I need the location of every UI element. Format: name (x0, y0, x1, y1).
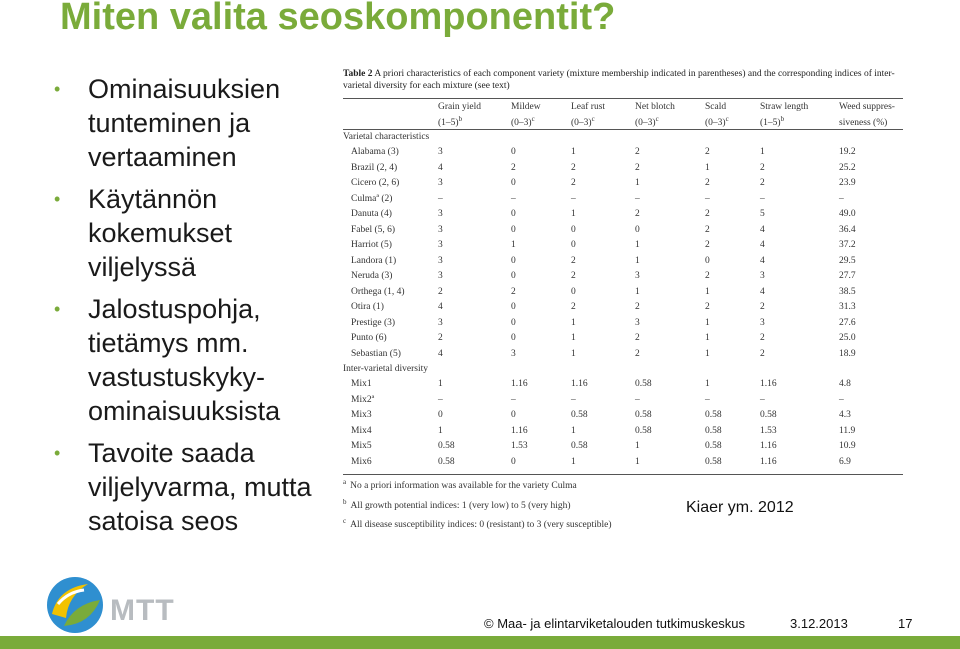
bullet-line: Tavoite saada (88, 438, 255, 468)
table-cell: 37.2 (839, 240, 856, 250)
mtt-logo-icon (44, 574, 106, 636)
table-cell: 0 (511, 271, 516, 281)
bullet-line: vertaaminen (88, 142, 237, 172)
table-cell: – (571, 394, 576, 405)
column-header-scale: (1–5) (760, 118, 781, 129)
table-cell: – (511, 193, 516, 204)
bullet-list (50, 72, 340, 546)
table-cell: 1 (571, 456, 576, 467)
table-cell: 2 (705, 178, 710, 188)
table-cell: 0 (571, 286, 576, 297)
table-row (343, 408, 908, 424)
table-cell: 4 (438, 302, 443, 312)
table-cell: 23.9 (839, 178, 856, 188)
column-header (635, 101, 675, 129)
column-header (760, 101, 808, 129)
footnote-text: All growth potential indices: 1 (very low) to 5 (very high) (350, 500, 571, 511)
table-cell: 27.6 (839, 317, 856, 328)
table-row (343, 145, 908, 161)
column-header-name: Weed suppres- (839, 102, 895, 112)
bullet-line: kokemukset (88, 218, 233, 248)
table-cell: 11.9 (839, 425, 856, 436)
table-cell: 0.58 (571, 441, 588, 451)
table-cell: 2 (705, 240, 710, 250)
table-cell: – (438, 193, 443, 204)
bullet-line: tunteminen ja (88, 108, 251, 138)
table-cell: 3 (511, 348, 516, 359)
row-label: Otira (1) (351, 302, 384, 312)
table-row (343, 223, 908, 239)
table-cell: 2 (571, 255, 576, 266)
bullet-line: ominaisuuksista (88, 396, 281, 426)
column-header-scale: (1–5) (438, 118, 459, 129)
row-label: Fabel (5, 6) (351, 224, 396, 235)
table-cell: 1.16 (571, 379, 588, 389)
bullet-item (50, 182, 340, 284)
table-cell: 19.2 (839, 147, 856, 157)
table-cell: 27.7 (839, 271, 856, 281)
table-footnotes (343, 475, 908, 534)
table-row (343, 269, 908, 285)
footnote-mark: a (343, 478, 347, 486)
table-cell: 2 (760, 333, 765, 343)
table-row (343, 285, 908, 301)
table-cell: 0 (511, 178, 516, 188)
table-cell: – (760, 394, 765, 405)
row-label: Neruda (3) (351, 271, 393, 281)
table-cell: 0 (571, 224, 576, 235)
table-cell: 1 (705, 317, 710, 328)
section-label-varietal: Varietal characteristics (343, 132, 430, 142)
column-header-footnote-mark: b (458, 115, 463, 123)
source-citation: Kiaer ym. 2012 (686, 499, 794, 516)
table-cell: 1 (705, 333, 710, 343)
table-cell: 0 (571, 240, 576, 250)
row-label: Mix4 (351, 425, 372, 436)
column-header-scale: (0–3) (571, 118, 592, 129)
table-row (343, 316, 908, 332)
table-cell: 3 (438, 255, 443, 266)
table-cell: – (839, 394, 844, 405)
column-header-scale: (0–3) (705, 118, 726, 129)
row-label: Mix2ª (351, 394, 375, 405)
row-label: Alabama (3) (351, 147, 399, 157)
data-table-figure (343, 68, 908, 531)
table-cell: 36.4 (839, 224, 856, 235)
footnote-mark: c (343, 517, 347, 526)
column-header-name: Leaf rust (571, 102, 606, 112)
table-cell: 2 (511, 162, 516, 173)
bullet-dot-icon: • (54, 79, 61, 99)
footer-page-number: 17 (898, 616, 913, 631)
table-cell: 0 (511, 147, 516, 157)
column-header-name: Straw length (760, 102, 809, 112)
table-cell: 1.16 (760, 379, 777, 389)
mixture-rows (343, 377, 908, 470)
table-cell: 2 (760, 302, 765, 312)
table-cell: 0 (438, 410, 443, 420)
table-cell: 1 (635, 286, 640, 297)
table-row (343, 347, 908, 363)
table-cell: 49.0 (839, 209, 856, 219)
table-cell: 1 (635, 456, 640, 467)
table-cell: 4.3 (839, 410, 851, 420)
table-cell: – (511, 394, 516, 405)
row-label: Landora (1) (351, 255, 397, 266)
row-label: Mix5 (351, 441, 372, 451)
column-header (571, 101, 605, 129)
table-cell: 1 (438, 379, 443, 389)
table-cell: 3 (438, 317, 443, 328)
footnote-text: No a priori information was available for the variety Culma (350, 481, 577, 492)
bullet-line: tietämys mm. (88, 328, 249, 358)
column-header (511, 101, 541, 129)
table-row (343, 161, 908, 177)
footnote (343, 475, 908, 495)
column-header-scale: (0–3) (511, 118, 532, 129)
table-cell: 3 (635, 317, 640, 328)
table-cell: 4 (760, 286, 765, 297)
table-cell: 18.9 (839, 348, 856, 359)
table-cell: 1 (571, 147, 576, 157)
table-cell: 2 (635, 209, 640, 219)
table-cell: 4 (438, 348, 443, 359)
table-cell: 2 (760, 178, 765, 188)
table-cell: 1 (571, 317, 576, 328)
table-row (343, 377, 908, 393)
table-row (343, 393, 908, 409)
table-row (343, 300, 908, 316)
table-cell: – (571, 193, 576, 204)
table-cell: 4 (438, 162, 443, 173)
table-cell: 1.53 (760, 425, 777, 436)
table-row (343, 207, 908, 223)
table-cell: 3 (635, 271, 640, 281)
table-caption-text: A priori characteristics of each component variety (mixture membership indicated in parentheses) and the corresponding indices of inter-varietal diversity for each mixture (see text) (343, 69, 895, 91)
table-cell: 2 (760, 348, 765, 359)
bullet-line: viljelyvarma, mutta (88, 472, 312, 502)
bullet-line: Ominaisuuksien (88, 74, 281, 104)
table-cell: 2 (571, 178, 576, 188)
table-cell: 1 (705, 379, 710, 389)
row-label: Cicero (2, 6) (351, 178, 400, 188)
table-cell: 1 (635, 441, 640, 451)
table-cell: 1.16 (760, 456, 777, 467)
column-header-footnote-mark: c (655, 115, 659, 123)
table-cell: 0 (511, 456, 516, 467)
column-header-name: Mildew (511, 102, 541, 112)
table-cell: 0.58 (571, 410, 588, 420)
table-cell: 25.2 (839, 162, 856, 173)
table-cell: 2 (635, 302, 640, 312)
column-header-footnote-mark: c (725, 115, 729, 123)
column-header (705, 101, 729, 129)
table-cell: 2 (635, 348, 640, 359)
row-label: Culmaª (2) (351, 193, 393, 204)
table-cell: 25.0 (839, 333, 856, 343)
table-cell: 0.58 (705, 410, 722, 420)
table-cell: 2 (635, 147, 640, 157)
bullet-dot-icon: • (54, 443, 61, 463)
table-cell: 1 (705, 162, 710, 173)
table-cell: – (705, 394, 710, 405)
bullet-line: Käytännön (88, 184, 218, 214)
table-cell: 0.58 (705, 441, 722, 451)
table-cell: 0 (511, 209, 516, 219)
table-cell: 5 (760, 209, 765, 219)
table-caption-label: Table 2 (343, 69, 373, 79)
row-label: Brazil (2, 4) (351, 162, 398, 173)
table-row (343, 238, 908, 254)
table-cell: 4 (760, 224, 765, 235)
table-row (343, 424, 908, 440)
table-cell: 31.3 (839, 302, 856, 312)
table-cell: 0 (511, 333, 516, 343)
table-cell: 1.16 (760, 441, 777, 451)
row-label: Mix1 (351, 379, 372, 389)
table-row (343, 439, 908, 455)
table-cell: 1 (705, 348, 710, 359)
table-cell: 2 (511, 286, 516, 297)
table-cell: 1 (705, 286, 710, 297)
bullet-line: satoisa seos (88, 506, 239, 536)
variety-rows (343, 145, 908, 362)
column-header-footnote-mark: c (531, 115, 535, 123)
column-header (438, 101, 481, 129)
table-cell: 2 (705, 302, 710, 312)
table-cell: 2 (760, 162, 765, 173)
table-cell: 0.58 (438, 441, 455, 451)
table-header-row (343, 99, 908, 129)
footer-bar (0, 636, 960, 649)
table-cell: 2 (635, 333, 640, 343)
column-header-scale: (0–3) (635, 118, 656, 129)
table-caption (343, 68, 908, 92)
column-header-name: Grain yield (438, 102, 482, 112)
mtt-logo (44, 574, 194, 636)
table-cell: 38.5 (839, 286, 856, 297)
column-header (839, 101, 895, 129)
table-cell: 0.58 (635, 425, 652, 436)
table-cell: 0 (511, 317, 516, 328)
table-cell: – (760, 193, 765, 204)
slide-title: Miten valita seoskomponentit? (60, 0, 616, 38)
column-header-scale: siveness (%) (839, 118, 888, 129)
table-cell: 1 (571, 348, 576, 359)
row-label: Mix6 (351, 456, 372, 467)
table-cell: 2 (705, 271, 710, 281)
table-cell: 1 (571, 425, 576, 436)
table-cell: 3 (438, 209, 443, 219)
table-cell: 3 (760, 271, 765, 281)
bullet-item (50, 292, 340, 428)
table-cell: 1 (571, 209, 576, 219)
footnote-text: All disease susceptibility indices: 0 (resistant) to 3 (very susceptible) (350, 520, 612, 531)
table-cell: 1.16 (511, 379, 528, 389)
bullet-item (50, 72, 340, 174)
table-cell: 2 (705, 224, 710, 235)
row-label: Punto (6) (351, 333, 387, 343)
table-cell: 1 (438, 425, 443, 436)
table-cell: 0 (635, 224, 640, 235)
table-cell: 3 (438, 147, 443, 157)
table-cell: 0.58 (635, 410, 652, 420)
row-label: Mix3 (351, 410, 372, 420)
table-cell: 1 (511, 240, 516, 250)
table-cell: 0.58 (705, 456, 722, 467)
table-row (343, 254, 908, 270)
table-cell: 3 (438, 224, 443, 235)
table-cell: 2 (705, 209, 710, 219)
table-cell: 1 (760, 147, 765, 157)
table-cell: 0.58 (705, 425, 722, 436)
table-cell: 2 (571, 302, 576, 312)
table-cell: 4 (760, 240, 765, 250)
table-cell: 0.58 (438, 456, 455, 467)
table-cell: 2 (438, 333, 443, 343)
footnote-mark: b (343, 497, 347, 506)
table-cell: 2 (635, 162, 640, 173)
table-cell: 0 (511, 302, 516, 312)
row-label: Harriot (5) (351, 240, 392, 250)
row-label: Danuta (4) (351, 209, 392, 219)
table-cell: 0 (511, 224, 516, 235)
bullet-dot-icon: • (54, 189, 61, 209)
column-header-footnote-mark: c (591, 115, 595, 123)
table-cell: – (635, 193, 640, 204)
table-row (343, 176, 908, 192)
table-cell: 2 (571, 162, 576, 173)
table-row (343, 331, 908, 347)
row-label: Prestige (3) (351, 317, 396, 328)
table-cell: 0 (511, 255, 516, 266)
footnote (343, 514, 908, 534)
table-cell: – (705, 193, 710, 204)
footnote (343, 495, 908, 515)
table-cell: 2 (438, 286, 443, 297)
table-cell: 29.5 (839, 255, 856, 266)
table-cell: 2 (705, 147, 710, 157)
column-header-name: Net blotch (635, 102, 675, 112)
table-cell: – (438, 394, 443, 405)
table-cell: – (839, 193, 844, 204)
table-cell: 0 (511, 410, 516, 420)
row-label: Orthega (1, 4) (351, 286, 405, 297)
table-cell: 1 (635, 240, 640, 250)
logo-wordmark: MTT (110, 594, 175, 627)
bullet-line: viljelyssä (88, 252, 197, 282)
table-cell: 0.58 (635, 379, 652, 389)
table-cell: 3 (760, 317, 765, 328)
table-cell: 1.53 (511, 441, 528, 451)
bullet-dot-icon: • (54, 299, 61, 319)
table-cell: 1.16 (511, 425, 528, 436)
row-label: Sebastian (5) (351, 348, 401, 359)
table-cell: 10.9 (839, 441, 856, 451)
table-cell: 3 (438, 271, 443, 281)
table-cell: 3 (438, 178, 443, 188)
footer-date: 3.12.2013 (790, 616, 848, 631)
table-row (343, 455, 908, 471)
table-cell: 1 (635, 255, 640, 266)
footer-organization: © Maa- ja elintarviketalouden tutkimuskeskus (484, 616, 746, 631)
table-cell: 4 (760, 255, 765, 266)
section-label-mixtures: Inter-varietal diversity (343, 364, 429, 374)
table-row (343, 192, 908, 208)
bullet-line: vastustuskyky- (88, 362, 266, 392)
bullet-item (50, 436, 340, 538)
table-cell: 0.58 (760, 410, 777, 420)
column-header-name: Scald (705, 102, 727, 112)
table-cell: 4.8 (839, 379, 851, 389)
table-cell: 3 (438, 240, 443, 250)
table-cell: 0 (705, 255, 710, 266)
table-cell: 6.9 (839, 456, 851, 467)
table-cell: 1 (571, 333, 576, 343)
column-header-footnote-mark: b (780, 115, 785, 123)
table-cell: – (635, 394, 640, 405)
bullet-line: Jalostuspohja, (88, 294, 261, 324)
table-cell: 2 (571, 271, 576, 281)
table-cell: 1 (635, 178, 640, 188)
